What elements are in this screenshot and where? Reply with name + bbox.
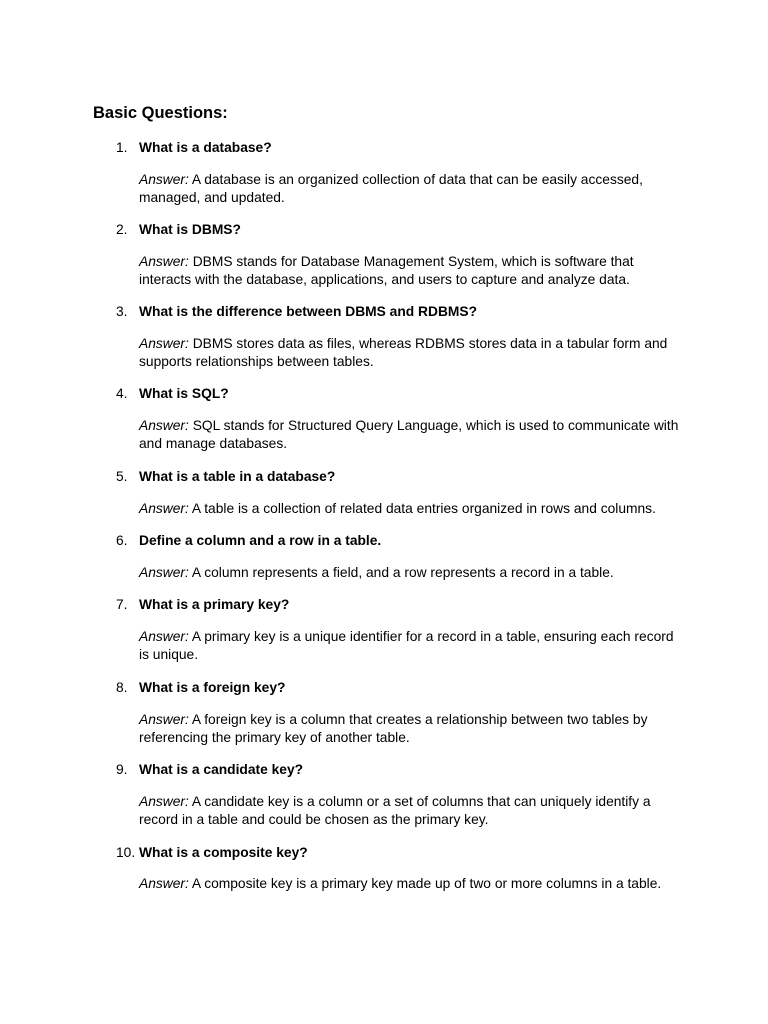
answer-label: Answer: (139, 336, 189, 351)
question-number: 9. (116, 762, 128, 777)
answer-label: Answer: (139, 254, 189, 269)
answer-body: A composite key is a primary key made up of two or more columns in a table. (191, 876, 662, 891)
answer-text (139, 628, 684, 663)
answer-text (139, 711, 684, 746)
answer-body: A primary key is a unique identifier for a record in a table, ensuring each record is unique. (139, 629, 674, 662)
answer-label: Answer: (139, 876, 189, 891)
question-text: Define a column and a row in a table. (139, 533, 382, 548)
question-text: What is DBMS? (139, 222, 241, 237)
answer-label: Answer: (139, 794, 189, 809)
section-title: Basic Questions: (93, 104, 228, 122)
answer-body: A database is an organized collection of data that can be easily accessed, managed, and updated. (139, 172, 643, 205)
question-text: What is a foreign key? (139, 680, 286, 695)
answer-label: Answer: (139, 629, 189, 644)
question-number: 1. (116, 140, 128, 155)
question-number: 7. (116, 597, 128, 612)
answer-text (139, 793, 684, 828)
answer-label: Answer: (139, 501, 189, 516)
question-text: What is a candidate key? (139, 762, 304, 777)
question-text: What is the difference between DBMS and RDBMS? (139, 304, 478, 319)
question-number: 4. (116, 386, 128, 401)
question-text: What is SQL? (139, 386, 229, 401)
question-text: What is a primary key? (139, 597, 290, 612)
answer-text (139, 253, 684, 288)
answer-body: A foreign key is a column that creates a relationship between two tables by referencing the primary key of another table. (139, 712, 648, 745)
answer-body: SQL stands for Structured Query Language, which is used to communicate with and manage databases. (139, 418, 679, 451)
question-number: 2. (116, 222, 128, 237)
answer-label: Answer: (139, 565, 189, 580)
answer-body: DBMS stands for Database Management System, which is software that interacts with the database, applications, and users to capture and analyze data. (139, 254, 634, 287)
question-number: 8. (116, 680, 128, 695)
answer-text (139, 417, 684, 452)
answer-text (139, 335, 684, 370)
answer-text (139, 500, 699, 518)
answer-text (139, 564, 684, 582)
answer-label: Answer: (139, 172, 189, 187)
question-number: 10. (116, 845, 136, 860)
question-text: What is a database? (139, 140, 272, 155)
answer-body: A table is a collection of related data entries organized in rows and columns. (191, 501, 656, 516)
question-number: 6. (116, 533, 128, 548)
question-number: 3. (116, 304, 128, 319)
question-number: 5. (116, 469, 128, 484)
answer-body: A column represents a field, and a row represents a record in a table. (191, 565, 614, 580)
answer-body: A candidate key is a column or a set of columns that can uniquely identify a record in a table and could be chosen as the primary key. (139, 794, 651, 827)
answer-label: Answer: (139, 418, 189, 433)
answer-label: Answer: (139, 712, 189, 727)
answer-body: DBMS stores data as files, whereas RDBMS stores data in a tabular form and supports relationships between tables. (139, 336, 668, 369)
question-text: What is a table in a database? (139, 469, 336, 484)
answer-text (139, 171, 684, 206)
answer-text (139, 875, 684, 893)
question-text: What is a composite key? (139, 845, 308, 860)
